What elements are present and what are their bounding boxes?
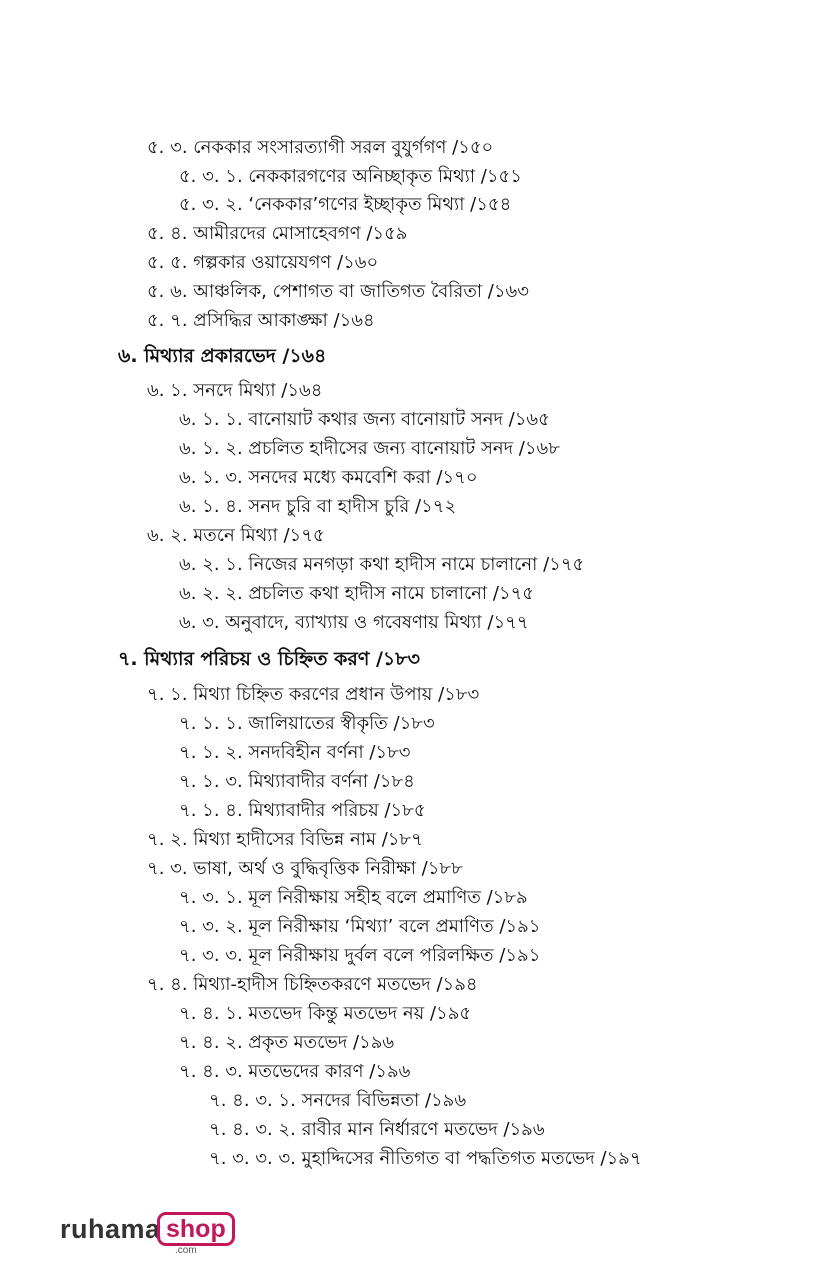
toc-entry: ৫. ৩. নেককার সংসারত্যাগী সরল বুযুর্গগণ /১৫০: [147, 137, 494, 158]
toc-entry: ৭. ৪. মিথ্যা-হাদীস চিহ্নিতকরণে মতভেদ /১৯৪: [147, 974, 478, 995]
toc-entry: ৫. ৪. আমীরদের মোসাহেবগণ /১৫৯: [147, 223, 408, 244]
toc-entry: ৭. ১. ৪. মিথ্যাবাদীর পরিচয় /১৮৫: [179, 800, 426, 821]
toc-chapter-heading: ৬. মিথ্যার প্রকারভেদ /১৬৪: [118, 345, 327, 367]
toc-entry: ৬. ২. ১. নিজের মনগড়া কথা হাদীস নামে চালানো /১৭৫: [179, 554, 585, 575]
toc-entry: ৬. ১. ২. প্রচলিত হাদীসের জন্য বানোয়াট সনদ /১৬৮: [179, 438, 560, 459]
logo-text-shop: shop: [157, 1212, 235, 1246]
toc-entry: ৭. ১. ১. জালিয়াতের স্বীকৃতি /১৮৩: [179, 713, 435, 734]
toc-entry: ৭. ৩. ২. মূল নিরীক্ষায় ‘মিথ্যা’ বলে প্রমাণিত /১৯১: [179, 916, 541, 937]
toc-entry: ৭. ৩. ভাষা, অর্থ ও বুদ্ধিবৃত্তিক নিরীক্ষা /১৮৮: [147, 858, 463, 879]
toc-entry: ৬. ১. ১. বানোয়াট কথার জন্য বানোয়াট সনদ /১৬৫: [179, 409, 550, 430]
toc-chapter-heading: ৭. মিথ্যার পরিচয় ও চিহ্নিত করণ /১৮৩: [118, 648, 420, 670]
toc-entry: ৬. ১. ৩. সনদের মধ্যে কমবেশি করা /১৭০: [179, 467, 478, 488]
logo-text-ruhama: ruhama: [60, 1214, 161, 1244]
toc-entry: ৫. ৩. ১. নেককারগণের অনিচ্ছাকৃত মিথ্যা /১৫১: [179, 166, 522, 187]
toc-entry: ৬. ১. ৪. সনদ চুরি বা হাদীস চুরি /১৭২: [179, 496, 457, 517]
toc-entry: ৫. ৬. আঞ্চলিক, পেশাগত বা জাতিগত বৈরিতা /১৬৩: [147, 281, 529, 302]
toc-entry: ৬. ২. মতনে মিথ্যা /১৭৫: [147, 525, 325, 546]
toc-entry: ৭. ১. মিথ্যা চিহ্নিত করণের প্রধান উপায় /১৮৩: [147, 684, 480, 705]
toc-entry: ৭. ৩. ১. মূল নিরীক্ষায় সহীহ বলে প্রমাণিত /১৮৯: [179, 887, 528, 908]
toc-entry: ৭. ১. ৩. মিথ্যাবাদীর বর্ণনা /১৮৪: [179, 771, 415, 792]
ruhamashop-logo: [60, 1208, 260, 1258]
toc-entry: ৭. ২. মিথ্যা হাদীসের বিভিন্ন নাম /১৮৭: [147, 829, 423, 850]
toc-entry: ৭. ১. ২. সনদবিহীন বর্ণনা /১৮৩: [179, 742, 411, 763]
toc-entry: ৭. ৪. ১. মতভেদ কিন্তু মতভেদ নয় /১৯৫: [179, 1003, 472, 1024]
toc-entry: ৭. ৩. ৩. ৩. মুহাদ্দিসের নীতিগত বা পদ্ধতিগত মতভেদ /১৯৭: [209, 1148, 642, 1169]
toc-entry: ৫. ৩. ২. ‘নেককার’গণের ইচ্ছাকৃত মিথ্যা /১৫৪: [179, 194, 512, 215]
toc-entry: ৫. ৭. প্রসিদ্ধির আকাঙ্ক্ষা /১৬৪: [147, 310, 375, 331]
toc-entry: ৫. ৫. গল্পকার ওয়ায়েযগণ /১৬০: [147, 252, 379, 273]
toc-entry: ৬. ২. ২. প্রচলিত কথা হাদীস নামে চালানো /১৭৫: [179, 583, 534, 604]
toc-entry: ৭. ৪. ৩. মতভেদের কারণ /১৯৬: [179, 1061, 411, 1082]
toc-entry: ৭. ৪. ৩. ১. সনদের বিভিন্নতা /১৯৬: [209, 1090, 467, 1111]
toc-entry: ৭. ৪. ৩. ২. রাবীর মান নির্ধারণে মতভেদ /১৯৬: [209, 1119, 545, 1140]
toc-entry: ৬. ১. সনদে মিথ্যা /১৬৪: [147, 380, 323, 401]
toc-entry: ৭. ৩. ৩. মূল নিরীক্ষায় দুর্বল বলে পরিলক্ষিত /১৯১: [179, 945, 541, 966]
toc-entry: ৭. ৪. ২. প্রকৃত মতভেদ /১৯৬: [179, 1032, 395, 1053]
logo-text-domain: .com: [175, 1245, 197, 1256]
toc-entry: ৬. ৩. অনুবাদে, ব্যাখ্যায় ও গবেষণায় মিথ্যা /১৭৭: [179, 612, 529, 633]
